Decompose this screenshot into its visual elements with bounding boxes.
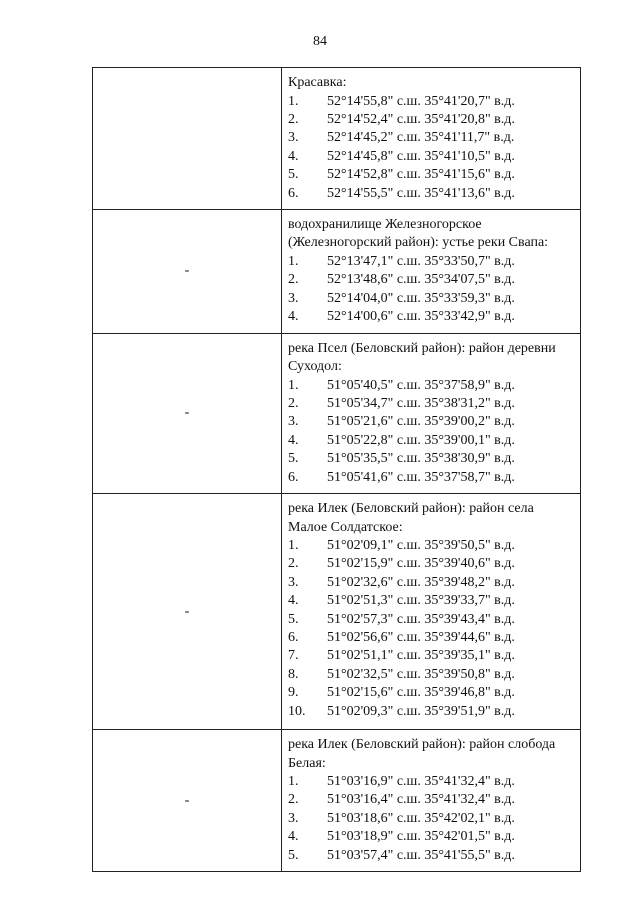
coordinate-value: 51°03'57,4" с.ш. 35°41'55,5" в.д. xyxy=(327,847,515,863)
coordinate-value: 51°03'16,4" с.ш. 35°41'32,4" в.д. xyxy=(327,792,515,808)
location-cell xyxy=(282,333,581,493)
location-cell xyxy=(282,209,581,333)
coordinate-number: 5. xyxy=(288,611,299,627)
coordinate-number: 3. xyxy=(288,574,299,590)
table-row xyxy=(93,730,581,872)
coordinate-item xyxy=(288,308,574,326)
coordinate-value: 51°05'22,8" с.ш. 35°39'00,1" в.д. xyxy=(327,432,515,448)
coordinate-item xyxy=(288,148,574,166)
coordinate-number: 2. xyxy=(288,272,299,288)
coordinate-value: 52°13'47,1" с.ш. 35°33'50,7" в.д. xyxy=(327,253,515,269)
coordinate-value: 52°14'55,8" с.ш. 35°41'20,7" в.д. xyxy=(327,93,515,109)
coordinate-value: 51°02'51,3" с.ш. 35°39'33,7" в.д. xyxy=(327,593,515,609)
coordinate-value: 51°03'18,9" с.ш. 35°42'01,5" в.д. xyxy=(327,829,515,845)
coordinate-item xyxy=(288,469,574,487)
coordinate-item xyxy=(288,592,574,610)
coordinate-item xyxy=(288,555,574,573)
coordinate-number: 5. xyxy=(288,167,299,183)
coordinate-item xyxy=(288,185,574,203)
coordinate-value: 51°03'16,9" с.ш. 35°41'32,4" в.д. xyxy=(327,774,515,789)
coordinate-value: 51°02'09,3" с.ш. 35°39'51,9" в.д. xyxy=(327,703,515,719)
coordinate-item xyxy=(288,810,574,828)
dash-mark: - xyxy=(184,603,190,619)
coordinate-item xyxy=(288,629,574,647)
coordinate-item xyxy=(288,537,574,555)
left-cell xyxy=(93,333,282,493)
coordinate-item xyxy=(288,111,574,129)
coordinate-item xyxy=(288,684,574,702)
coordinate-item xyxy=(288,432,574,450)
coordinate-value: 52°14'00,6" с.ш. 35°33'42,9" в.д. xyxy=(327,309,515,325)
coordinate-number: 6. xyxy=(288,630,299,646)
coordinate-number: 10. xyxy=(288,703,306,719)
coordinate-number: 4. xyxy=(288,593,299,609)
location-cell xyxy=(282,494,581,730)
coordinate-item xyxy=(288,703,574,721)
coordinate-item xyxy=(288,574,574,592)
coordinate-number: 2. xyxy=(288,792,299,808)
coordinate-number: 5. xyxy=(288,451,299,467)
coordinate-item xyxy=(288,93,574,111)
coordinate-item xyxy=(288,611,574,629)
coordinate-number: 6. xyxy=(288,185,299,201)
coordinate-value: 51°03'18,6" с.ш. 35°42'02,1" в.д. xyxy=(327,810,515,826)
coordinate-item xyxy=(288,791,574,809)
coordinate-number: 4. xyxy=(288,432,299,448)
left-cell xyxy=(93,68,282,210)
coordinate-item xyxy=(288,773,574,791)
coordinate-number: 7. xyxy=(288,648,299,664)
coordinate-value: 51°02'56,6" с.ш. 35°39'44,6" в.д. xyxy=(327,630,515,646)
table-row xyxy=(93,494,581,730)
coordinate-value: 51°05'21,6" с.ш. 35°39'00,2" в.д. xyxy=(327,414,515,430)
coordinate-number: 4. xyxy=(288,309,299,325)
dash-mark: - xyxy=(184,405,190,421)
coordinate-item xyxy=(288,395,574,413)
coordinate-number: 2. xyxy=(288,556,299,572)
coordinate-number: 1. xyxy=(288,93,299,109)
coordinate-item xyxy=(288,129,574,147)
coordinate-value: 51°02'32,6" с.ш. 35°39'48,2" в.д. xyxy=(327,574,515,590)
coordinate-value: 51°02'09,1" с.ш. 35°39'50,5" в.д. xyxy=(327,538,515,553)
left-cell xyxy=(93,494,282,730)
coordinate-item xyxy=(288,847,574,865)
coordinate-item xyxy=(288,828,574,846)
location-title: река Илек (Беловский район): район села Малое Солдатское: xyxy=(288,501,534,535)
location-title: река Илек (Беловский район): район слобода Белая: xyxy=(288,737,556,771)
coordinates-table xyxy=(92,67,581,872)
coordinate-value: 51°02'15,6" с.ш. 35°39'46,8" в.д. xyxy=(327,685,515,701)
coordinate-value: 51°05'41,6" с.ш. 35°37'58,7" в.д. xyxy=(327,469,515,485)
coordinate-item xyxy=(288,271,574,289)
coordinate-value: 51°02'32,5" с.ш. 35°39'50,8" в.д. xyxy=(327,666,515,682)
table-row xyxy=(93,333,581,493)
dash-mark: - xyxy=(184,792,190,808)
coordinate-value: 51°05'34,7" с.ш. 35°38'31,2" в.д. xyxy=(327,395,515,411)
coordinate-value: 52°14'45,2" с.ш. 35°41'11,7" в.д. xyxy=(327,130,515,146)
coordinate-number: 1. xyxy=(288,538,299,553)
table-body xyxy=(93,68,581,872)
coordinate-number: 6. xyxy=(288,469,299,485)
coordinate-value: 52°14'52,4" с.ш. 35°41'20,8" в.д. xyxy=(327,111,515,127)
coordinate-number: 2. xyxy=(288,395,299,411)
coordinate-item xyxy=(288,377,574,395)
coordinate-number: 5. xyxy=(288,847,299,863)
coordinate-value: 52°13'48,6" с.ш. 35°34'07,5" в.д. xyxy=(327,272,515,288)
coordinate-value: 52°14'55,5" с.ш. 35°41'13,6" в.д. xyxy=(327,185,515,201)
table-row xyxy=(93,209,581,333)
coordinate-value: 51°05'35,5" с.ш. 35°38'30,9" в.д. xyxy=(327,451,515,467)
location-title: Красавка: xyxy=(288,75,347,90)
dash-mark: - xyxy=(184,263,190,279)
table-row xyxy=(93,68,581,210)
coordinate-item xyxy=(288,166,574,184)
location-title: река Псел (Беловский район): район деревни Суходол: xyxy=(288,340,556,375)
page-number: 84 xyxy=(313,34,327,49)
coordinate-value: 52°14'04,0" с.ш. 35°33'59,3" в.д. xyxy=(327,290,515,306)
coordinate-number: 3. xyxy=(288,290,299,306)
coordinate-number: 4. xyxy=(288,829,299,845)
coordinate-value: 52°14'45,8" с.ш. 35°41'10,5" в.д. xyxy=(327,148,515,164)
coordinate-number: 3. xyxy=(288,810,299,826)
coordinate-number: 3. xyxy=(288,414,299,430)
location-title: водохранилище Железногорское (Железногорский район): устье реки Свапа: xyxy=(288,216,549,251)
coordinate-number: 3. xyxy=(288,130,299,146)
coordinate-value: 51°02'15,9" с.ш. 35°39'40,6" в.д. xyxy=(327,556,515,572)
coordinate-number: 2. xyxy=(288,111,299,127)
coordinate-value: 51°02'51,1" с.ш. 35°39'35,1" в.д. xyxy=(327,648,515,664)
coordinate-number: 4. xyxy=(288,148,299,164)
coordinate-value: 51°02'57,3" с.ш. 35°39'43,4" в.д. xyxy=(327,611,515,627)
coordinate-item xyxy=(288,253,574,271)
coordinate-number: 1. xyxy=(288,253,299,269)
coordinate-item xyxy=(288,413,574,431)
coordinate-item xyxy=(288,290,574,308)
coordinate-item xyxy=(288,450,574,468)
location-cell xyxy=(282,730,581,872)
coordinate-number: 1. xyxy=(288,774,299,789)
location-cell xyxy=(282,68,581,210)
left-cell xyxy=(93,730,282,872)
coordinate-number: 8. xyxy=(288,666,299,682)
coordinate-value: 51°05'40,5" с.ш. 35°37'58,9" в.д. xyxy=(327,377,515,393)
left-cell xyxy=(93,209,282,333)
coordinate-item xyxy=(288,647,574,665)
coordinate-value: 52°14'52,8" с.ш. 35°41'15,6" в.д. xyxy=(327,167,515,183)
coordinate-number: 1. xyxy=(288,377,299,393)
coordinate-item xyxy=(288,666,574,684)
coordinate-number: 9. xyxy=(288,685,299,701)
